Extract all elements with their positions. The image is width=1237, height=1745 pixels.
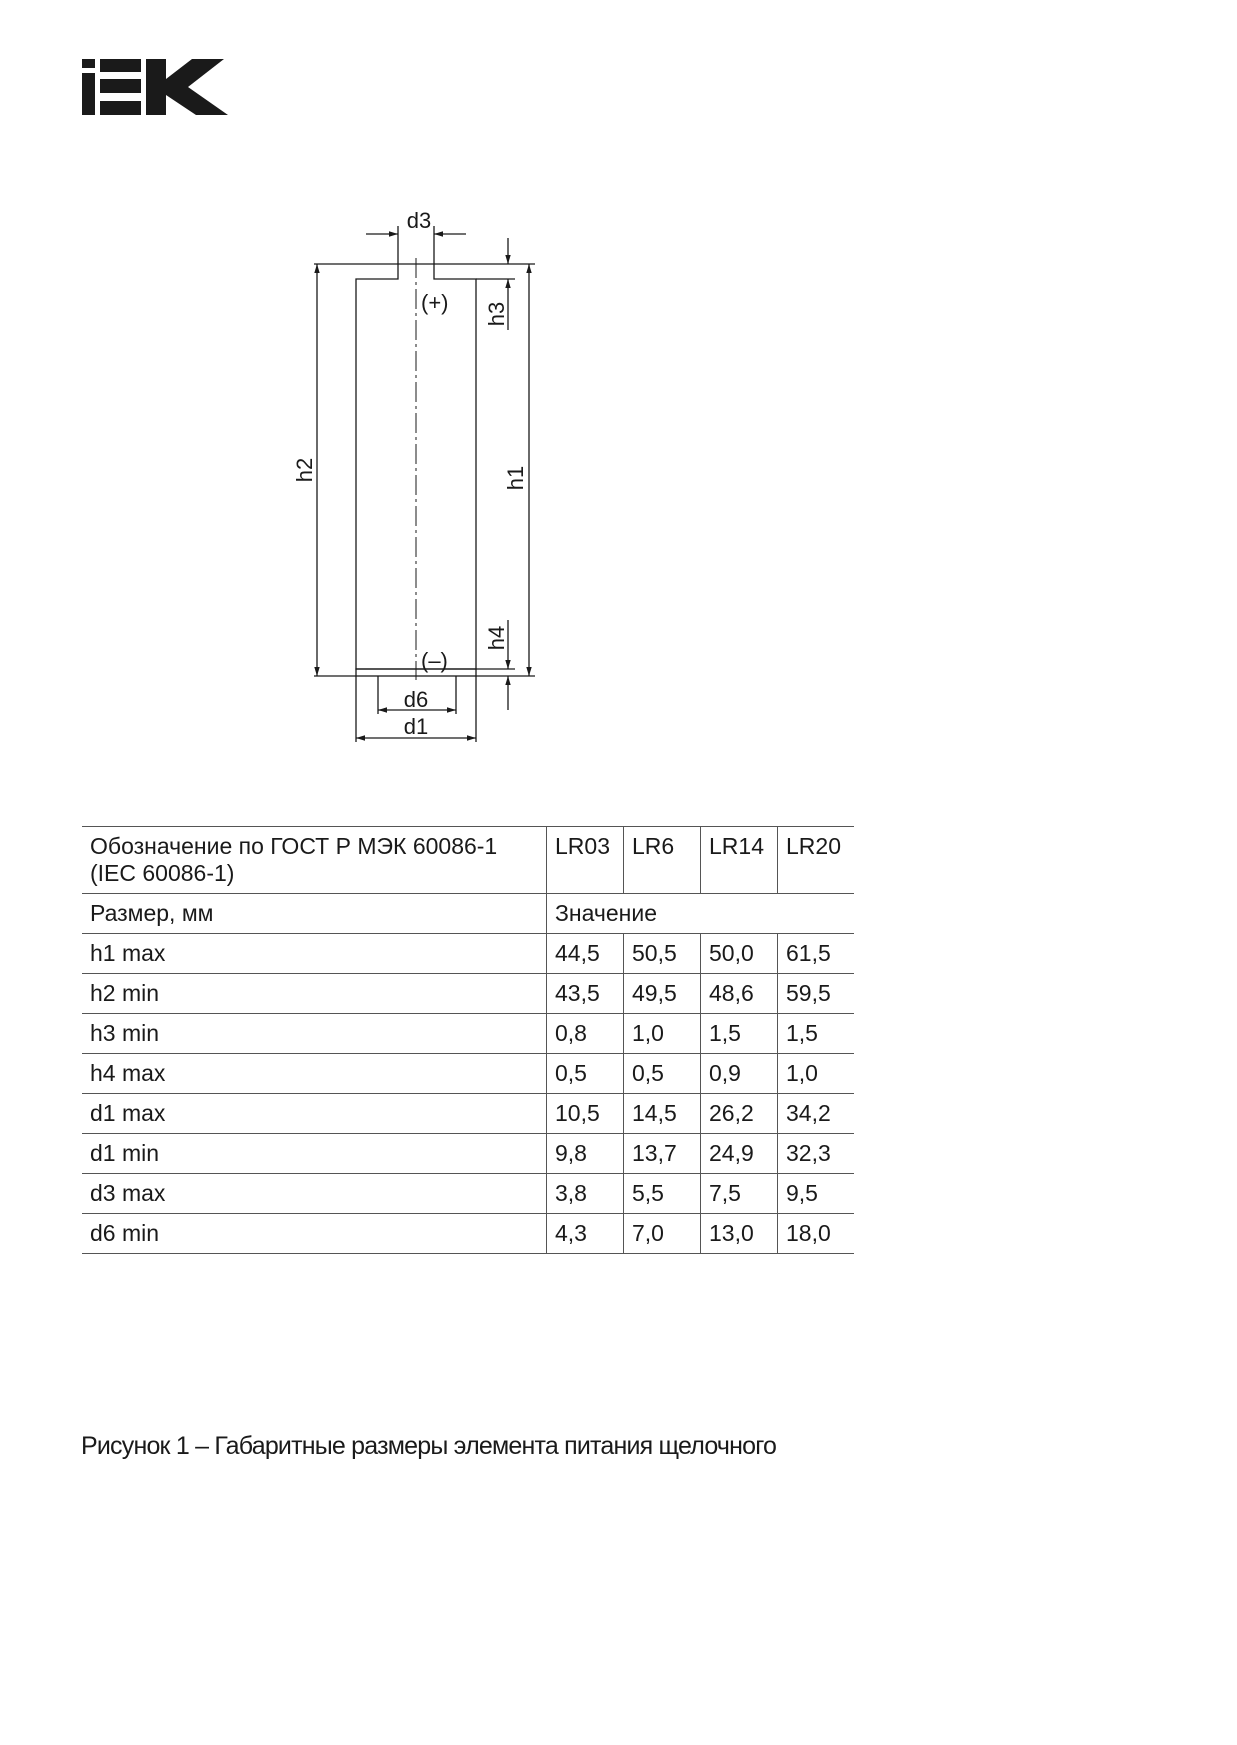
param-cell: d1 max: [82, 1094, 547, 1134]
label-h4: h4: [484, 625, 509, 651]
table-row: [82, 1214, 854, 1254]
battery-dimension-drawing: [0, 0, 1237, 800]
value-cell: 32,3: [778, 1134, 855, 1174]
value-cell: 9,5: [778, 1174, 855, 1214]
value-cell: 1,0: [778, 1054, 855, 1094]
value-cell: 0,5: [547, 1054, 624, 1094]
value-cell: 50,5: [624, 934, 701, 974]
value-cell: 13,7: [624, 1134, 701, 1174]
value-cell: 10,5: [547, 1094, 624, 1134]
param-cell: d3 max: [82, 1174, 547, 1214]
value-cell: 59,5: [778, 974, 855, 1014]
value-cell: 1,5: [701, 1014, 778, 1054]
table-row: [82, 1134, 854, 1174]
table-subheader-row: [82, 894, 854, 934]
label-h3: h3: [484, 301, 509, 327]
param-cell: h2 min: [82, 974, 547, 1014]
label-d1: d1: [403, 714, 429, 739]
type-header: LR03: [547, 827, 624, 894]
value-cell: 4,3: [547, 1214, 624, 1254]
value-cell: 50,0: [701, 934, 778, 974]
label-minus: (–): [421, 648, 448, 673]
table-row: [82, 1094, 854, 1134]
value-cell: 48,6: [701, 974, 778, 1014]
value-cell: 34,2: [778, 1094, 855, 1134]
type-header: LR20: [778, 827, 855, 894]
value-cell: 18,0: [778, 1214, 855, 1254]
dimensions-table: [82, 826, 854, 1254]
param-cell: h4 max: [82, 1054, 547, 1094]
param-cell: d6 min: [82, 1214, 547, 1254]
label-plus: (+): [421, 290, 449, 315]
value-cell: 7,0: [624, 1214, 701, 1254]
value-cell: 0,5: [624, 1054, 701, 1094]
table-row: [82, 974, 854, 1014]
param-cell: d1 min: [82, 1134, 547, 1174]
value-cell: 1,5: [778, 1014, 855, 1054]
value-cell: 0,9: [701, 1054, 778, 1094]
table-row: [82, 1014, 854, 1054]
size-header: Размер, мм: [82, 894, 547, 934]
table-row: [82, 934, 854, 974]
table-row: [82, 1174, 854, 1214]
value-cell: 49,5: [624, 974, 701, 1014]
figure-caption: Рисунок 1 – Габаритные размеры элемента питания щелочного: [81, 1432, 777, 1460]
value-cell: 7,5: [701, 1174, 778, 1214]
label-h1: h1: [503, 465, 528, 491]
table-header-row: [82, 827, 854, 894]
designation-header: Обозначение по ГОСТ Р МЭК 60086-1 (IEC 60086-1): [82, 827, 547, 894]
value-cell: 44,5: [547, 934, 624, 974]
value-cell: 24,9: [701, 1134, 778, 1174]
param-cell: h3 min: [82, 1014, 547, 1054]
value-cell: 14,5: [624, 1094, 701, 1134]
value-cell: 0,8: [547, 1014, 624, 1054]
value-cell: 61,5: [778, 934, 855, 974]
value-cell: 26,2: [701, 1094, 778, 1134]
table-row: [82, 1054, 854, 1094]
value-cell: 3,8: [547, 1174, 624, 1214]
value-cell: 43,5: [547, 974, 624, 1014]
label-h2: h2: [292, 457, 317, 483]
type-header: LR14: [701, 827, 778, 894]
type-header: LR6: [624, 827, 701, 894]
value-cell: 13,0: [701, 1214, 778, 1254]
label-d3: d3: [406, 208, 432, 233]
value-cell: 5,5: [624, 1174, 701, 1214]
label-d6: d6: [403, 687, 429, 712]
value-cell: 1,0: [624, 1014, 701, 1054]
param-cell: h1 max: [82, 934, 547, 974]
value-header: Значение: [547, 894, 855, 934]
value-cell: 9,8: [547, 1134, 624, 1174]
